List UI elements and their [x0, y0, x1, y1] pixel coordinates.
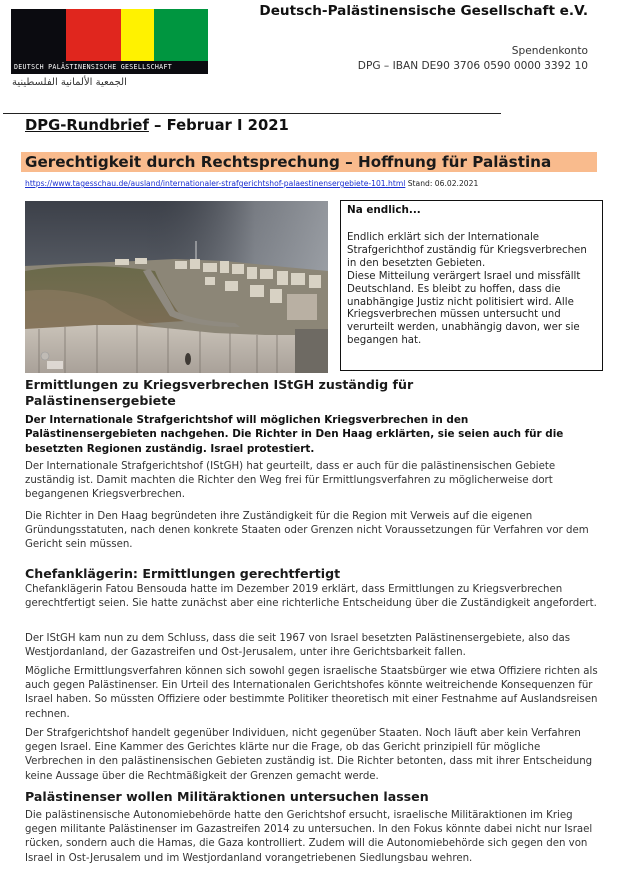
source-line [25, 179, 478, 188]
flag-stripe-yellow [121, 9, 154, 61]
section-heading-investigations: Ermittlungen zu Kriegsverbrechen IStGH zuständig für Palästinensergebiete [25, 377, 414, 408]
logo-band-text: DEUTSCH PALÄSTINENSISCHE GESELLSCHAFT [11, 61, 208, 74]
article-photo [25, 201, 328, 373]
donation-label: Spendenkonto [511, 45, 588, 57]
dpg-logo [11, 9, 208, 74]
flag-stripe-green [154, 9, 208, 61]
paragraph: Die Richter in Den Haag begründeten ihre Zuständigkeit für die Region mit Verweis auf die eigenen Gründungsstatuten, nach denen konkrete Staaten oder Grenzen nicht Voraussetzungen für Verfahren vor dem Gericht sein müssen. [25, 511, 589, 551]
paragraph: Die palästinensische Autonomiebehörde hatte den Gerichtshof ersucht, israelische Militäraktionen im Krieg gegen militante Palästinenser im Gazastreifen 2014 zu untersuchen. In den Fokus könnte dabei nicht nur Israel rücken, sondern auch die Hamas, die Gaza kontrolliert. Zudem will die Autonomiebehörde sich gegen den von Israel in Ost-Jerusalem und im Westjordanland vorangetriebenen Siedlungsbau wehren. [25, 810, 593, 864]
flag-stripe-red [66, 9, 121, 61]
note-text-1: Endlich erklärt sich der Internationale Strafgerichthof zuständig für Kriegsverbrechen in den besetzten Gebieten. [347, 232, 587, 269]
section-heading-military-actions: Palästinenser wollen Militäraktionen untersuchen lassen [25, 789, 429, 804]
newsletter-issue: – Februar I 2021 [148, 117, 289, 134]
paragraph: Chefanklägerin Fatou Bensouda hatte im Dezember 2019 erklärt, dass Ermittlungen zu Kriegsverbrechen gerechtfertigt seien. Sie hatte zunächst aber eine richterliche Entscheidung über die Zuständigkeit angefordert. [25, 584, 597, 610]
stand-date: Stand: 06.02.2021 [405, 179, 479, 188]
note-title: Na endlich... [347, 204, 421, 216]
paragraph: Der Internationale Strafgerichtshof (IStGH) hat geurteilt, dass er auch für die palästinensischen Gebiete zuständig ist. Damit machten die Richter den Weg frei für Ermittlungsverfahren zu möglicherweise dort begangenen Kriegsverbrechen. [25, 461, 556, 501]
note-text-2: Diese Mitteilung verärgert Israel und missfällt Deutschland. Es bleibt zu hoffen, dass die unabhängige Justiz nicht politisiert wird. Alle Kriegsverbrechen müssen untersucht und verurteilt werden, unabhängig davon, wer sie begangen hat. [347, 270, 581, 347]
logo-arabic-text: الجمعية الألمانية الفلسطينية [12, 77, 127, 88]
editorial-note-box [340, 200, 603, 371]
header-divider [3, 113, 501, 114]
article-lead: Der Internationale Strafgerichtshof will möglichen Kriegsverbrechen in den Palästinensergebieten nachgehen. Die Richter in Den Haag erklärten, sie seien auch für die besetzten Regionen zuständig. Israel protestiert. [25, 414, 564, 455]
paragraph: Der Strafgerichtshof handelt gegenüber Individuen, nicht gegenüber Staaten. Noch läuft aber kein Verfahren gegen Israel. Eine Kammer des Gerichtes klärte nur die Frage, ob das Gericht prinzipiell für mögliche Verbrechen in den palästinensischen Gebieten zuständig ist. Die Richter betonten, dass mit ihrer Entscheidung keine Aussage über die Rechtmäßigkeit der Grenzen gemacht werde. [25, 728, 593, 782]
flag-stripe-black [11, 9, 66, 61]
source-link[interactable]: https://www.tagesschau.de/ausland/internationaler-strafgerichtshof-palaestinensergebiete-101.html [25, 179, 406, 188]
wall-landscape-image [25, 201, 328, 373]
paragraph: Mögliche Ermittlungsverfahren können sich sowohl gegen israelische Staatsbürger wie etwa Offiziere richten als auch gegen Palästinenser. Ein Urteil des Internationalen Gerichtshofes könnte weitreichende Konsequenzen für Israel haben. So müssten Offiziere oder bestimmte Politiker theoretisch mit einer Festnahme auf Auslandsreisen rechnen. [25, 666, 598, 720]
org-name: Deutsch-Palästinensische Gesellschaft e.V. [259, 3, 588, 19]
newsletter-name: DPG-Rundbrief [25, 117, 149, 134]
article-headline: Gerechtigkeit durch Rechtsprechung – Hoffnung für Palästina [25, 153, 552, 171]
paragraph: Der IStGH kam nun zu dem Schluss, dass die seit 1967 von Israel besetzten Palästinensergebiete, also das Westjordanland, der Gazastreifen und Ost-Jerusalem, unter ihre Gerichtsbarkeit fallen. [25, 633, 570, 659]
newsletter-title [25, 117, 289, 134]
donation-info [358, 44, 588, 74]
section-heading-chief-prosecutor: Chefanklägerin: Ermittlungen gerechtfertigt [25, 566, 341, 581]
flag-stripes [11, 9, 208, 61]
donation-account: DPG – IBAN DE90 3706 0590 0000 3392 10 [357, 60, 588, 72]
